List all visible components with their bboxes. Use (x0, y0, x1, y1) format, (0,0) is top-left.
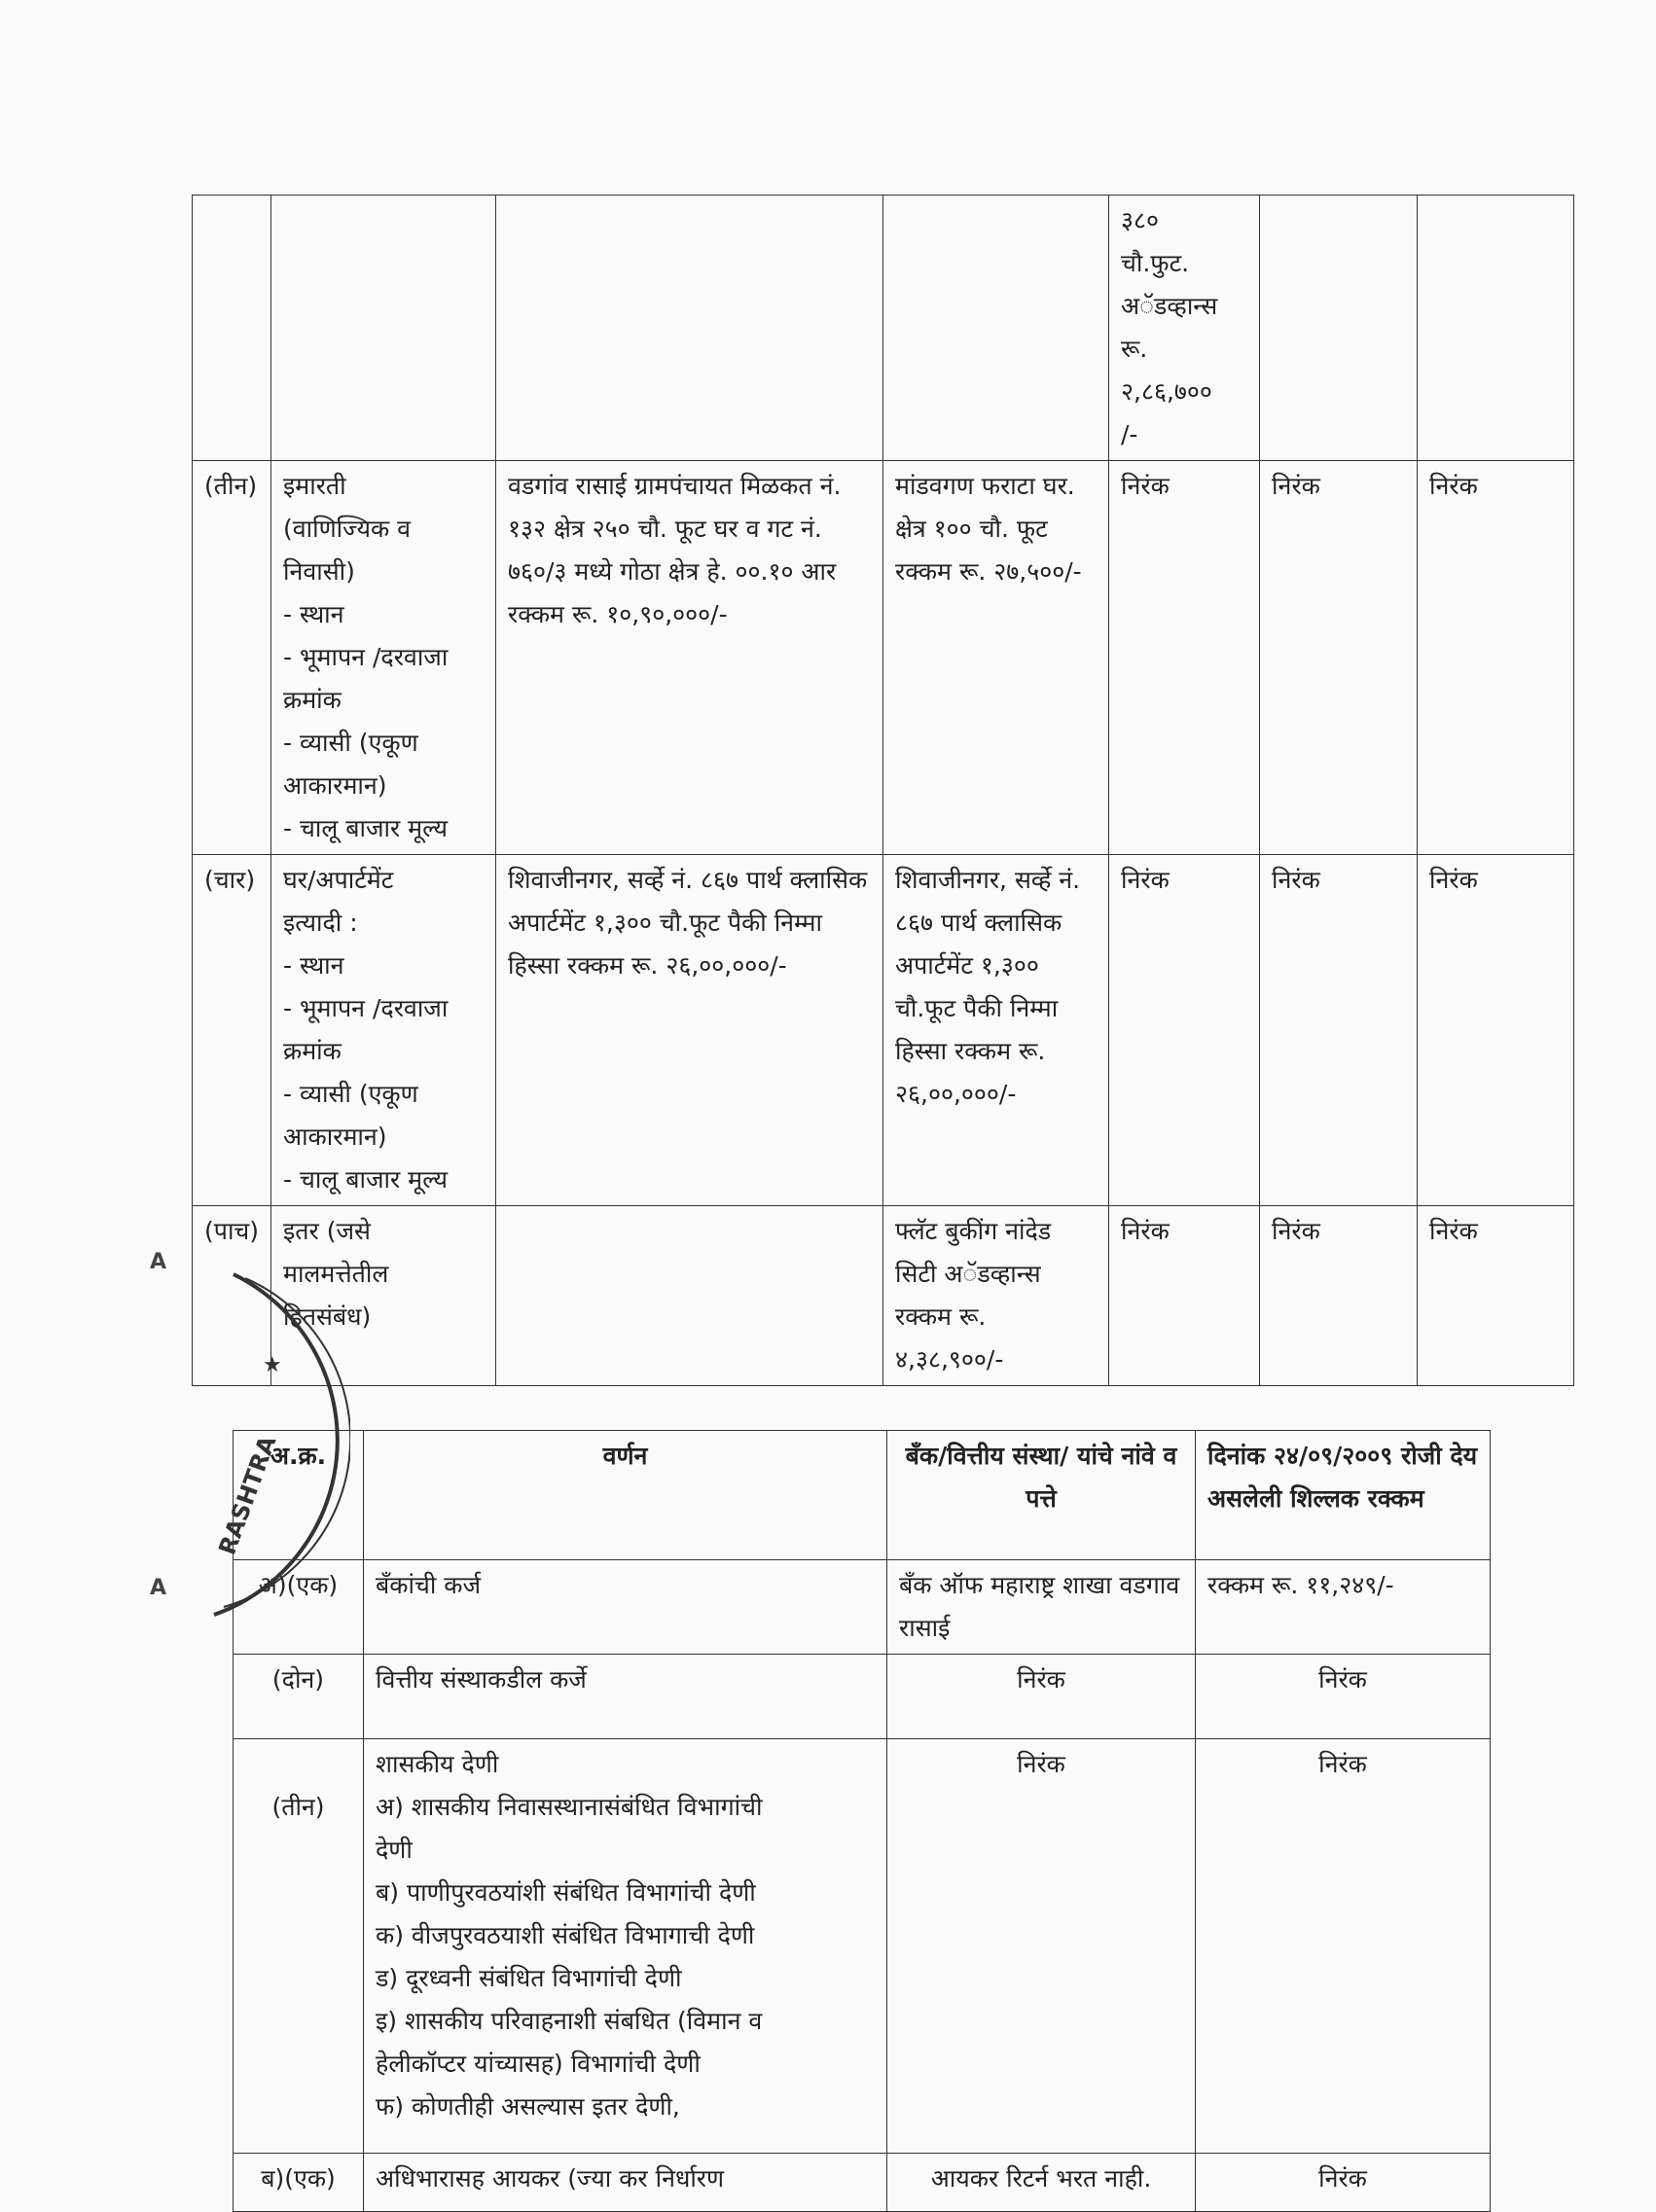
description-cell: अधिभारासह आयकर (ज्या कर निर्धारण (364, 2154, 887, 2212)
dependent-holding-cell: निरंक (1109, 1206, 1260, 1386)
category-cell: इमारती (वाणिज्यिक व निवासी) - स्थान - भूमापन /दरवाजा क्रमांक - व्यासी (एकूण आकारमान) - चालू बाजार मूल्य (271, 461, 496, 855)
col7-cell: निरंक (1418, 855, 1574, 1206)
bank-cell: बँक ऑफ महाराष्ट्र शाखा वडगाव रासाई (887, 1560, 1196, 1655)
spouse-holding-cell (883, 196, 1109, 461)
row-number: (दोन) (234, 1655, 364, 1739)
row-number: (पाच) (193, 1206, 271, 1386)
header-amount: दिनांक २४/०९/२००९ रोजी देय असलेली शिल्लक रक्कम (1196, 1431, 1491, 1560)
category-cell: घर/अपार्टमेंट इत्यादी : - स्थान - भूमापन /दरवाजा क्रमांक - व्यासी (एकूण आकारमान) - चालू बाजार मूल्य (271, 855, 496, 1206)
bank-cell: आयकर रिटर्न भरत नाही. (887, 2154, 1196, 2212)
table-row (193, 1206, 1574, 1386)
category-cell: इतर (जसे मालमत्तेतील हितसंबंध) (271, 1206, 496, 1386)
row-number (193, 196, 271, 461)
liabilities-table (233, 1430, 1491, 2212)
spouse-holding-cell: मांडवगण फराटा घर. क्षेत्र १०० चौ. फूट रक्कम रू. २७,५००/- (883, 461, 1109, 855)
self-holding-cell: वडगांव रासाई ग्रामपंचायत मिळकत नं. १३२ क्षेत्र २५० चौ. फूट घर व गट नं. ७६०/३ मध्ये गोठा क्षेत्र हे. ००.१० आर रक्कम रू. १०,९०,०००/- (496, 461, 883, 855)
dependent-holding-cell: ३८० चौ.फुट. अॅडव्हान्स रू. २,८६,७०० /- (1109, 196, 1260, 461)
table-row (234, 1560, 1491, 1655)
svg-text:★: ★ (263, 1353, 282, 1377)
dependent-holding-cell: निरंक (1109, 855, 1260, 1206)
margin-mark: A (150, 1576, 167, 1600)
row-number: अ)(एक) (234, 1560, 364, 1655)
col7-cell: निरंक (1418, 1206, 1574, 1386)
table-row (193, 196, 1574, 461)
row-number: ब)(एक) (234, 2154, 364, 2212)
description-cell: वित्तीय संस्थाकडील कर्जे (364, 1655, 887, 1739)
bank-cell: निरंक (887, 1655, 1196, 1739)
dependent-holding-cell: निरंक (1109, 461, 1260, 855)
bank-cell: निरंक (887, 1739, 1196, 2154)
amount-cell: निरंक (1196, 2154, 1491, 2212)
category-cell (271, 196, 496, 461)
self-holding-cell: शिवाजीनगर, सर्व्हे नं. ८६७ पार्थ क्लासिक अपार्टमेंट १,३०० चौ.फूट पैकी निम्मा हिस्सा रक्कम रू. २६,००,०००/- (496, 855, 883, 1206)
self-holding-cell (496, 196, 883, 461)
col7-cell (1418, 196, 1574, 461)
amount-cell: निरंक (1196, 1655, 1491, 1739)
amount-cell: निरंक (1196, 1739, 1491, 2154)
row-number: (चार) (193, 855, 271, 1206)
margin-mark: A (150, 1250, 167, 1274)
col6-cell: निरंक (1260, 855, 1418, 1206)
self-holding-cell (496, 1206, 883, 1386)
spouse-holding-cell: शिवाजीनगर, सर्व्हे नं. ८६७ पार्थ क्लासिक अपार्टमेंट १,३०० चौ.फूट पैकी निम्मा हिस्सा रक्कम रू. २६,००,०००/- (883, 855, 1109, 1206)
table-row (234, 2154, 1491, 2212)
col6-cell: निरंक (1260, 1206, 1418, 1386)
row-number: (तीन) (193, 461, 271, 855)
col6-cell (1260, 196, 1418, 461)
spouse-holding-cell: फ्लॅट बुकींग नांदेड सिटी अॅडव्हान्स रक्कम रू. ४,३८,९००/- (883, 1206, 1109, 1386)
table-row (193, 855, 1574, 1206)
description-cell: बँकांची कर्ज (364, 1560, 887, 1655)
table-row (193, 461, 1574, 855)
table-row (234, 1739, 1491, 2154)
header-description: वर्णन (364, 1431, 887, 1560)
col6-cell: निरंक (1260, 461, 1418, 855)
official-seal-stamp (195, 1265, 350, 1634)
assets-table (192, 195, 1574, 1386)
table-row (234, 1655, 1491, 1739)
header-row (234, 1431, 1491, 1560)
amount-cell: रक्कम रू. ११,२४९/- (1196, 1560, 1491, 1655)
description-cell: शासकीय देणी अ) शासकीय निवासस्थानासंबंधित विभागांची देणी ब) पाणीपुरवठयांशी संबंधित विभागांची देणी क) वीजपुरवठयाशी संबंधित विभागाची देणी ड) दूरध्वनी संबंधित विभागांची देणी इ) शासकीय परिवाहनाशी संबधित (विमान व हेलीकॉप्टर यांच्यासह) विभागांची देणी फ) कोणतीही असल्यास इतर देणी, (364, 1739, 887, 2154)
col7-cell: निरंक (1418, 461, 1574, 855)
header-bank: बँक/वित्तीय संस्था/ यांचे नांवे व पत्ते (887, 1431, 1196, 1560)
row-number: (तीन) (234, 1739, 364, 2154)
stamp-text: RASHTRA (213, 1432, 282, 1559)
header-serial: अ.क्र. (234, 1431, 364, 1560)
